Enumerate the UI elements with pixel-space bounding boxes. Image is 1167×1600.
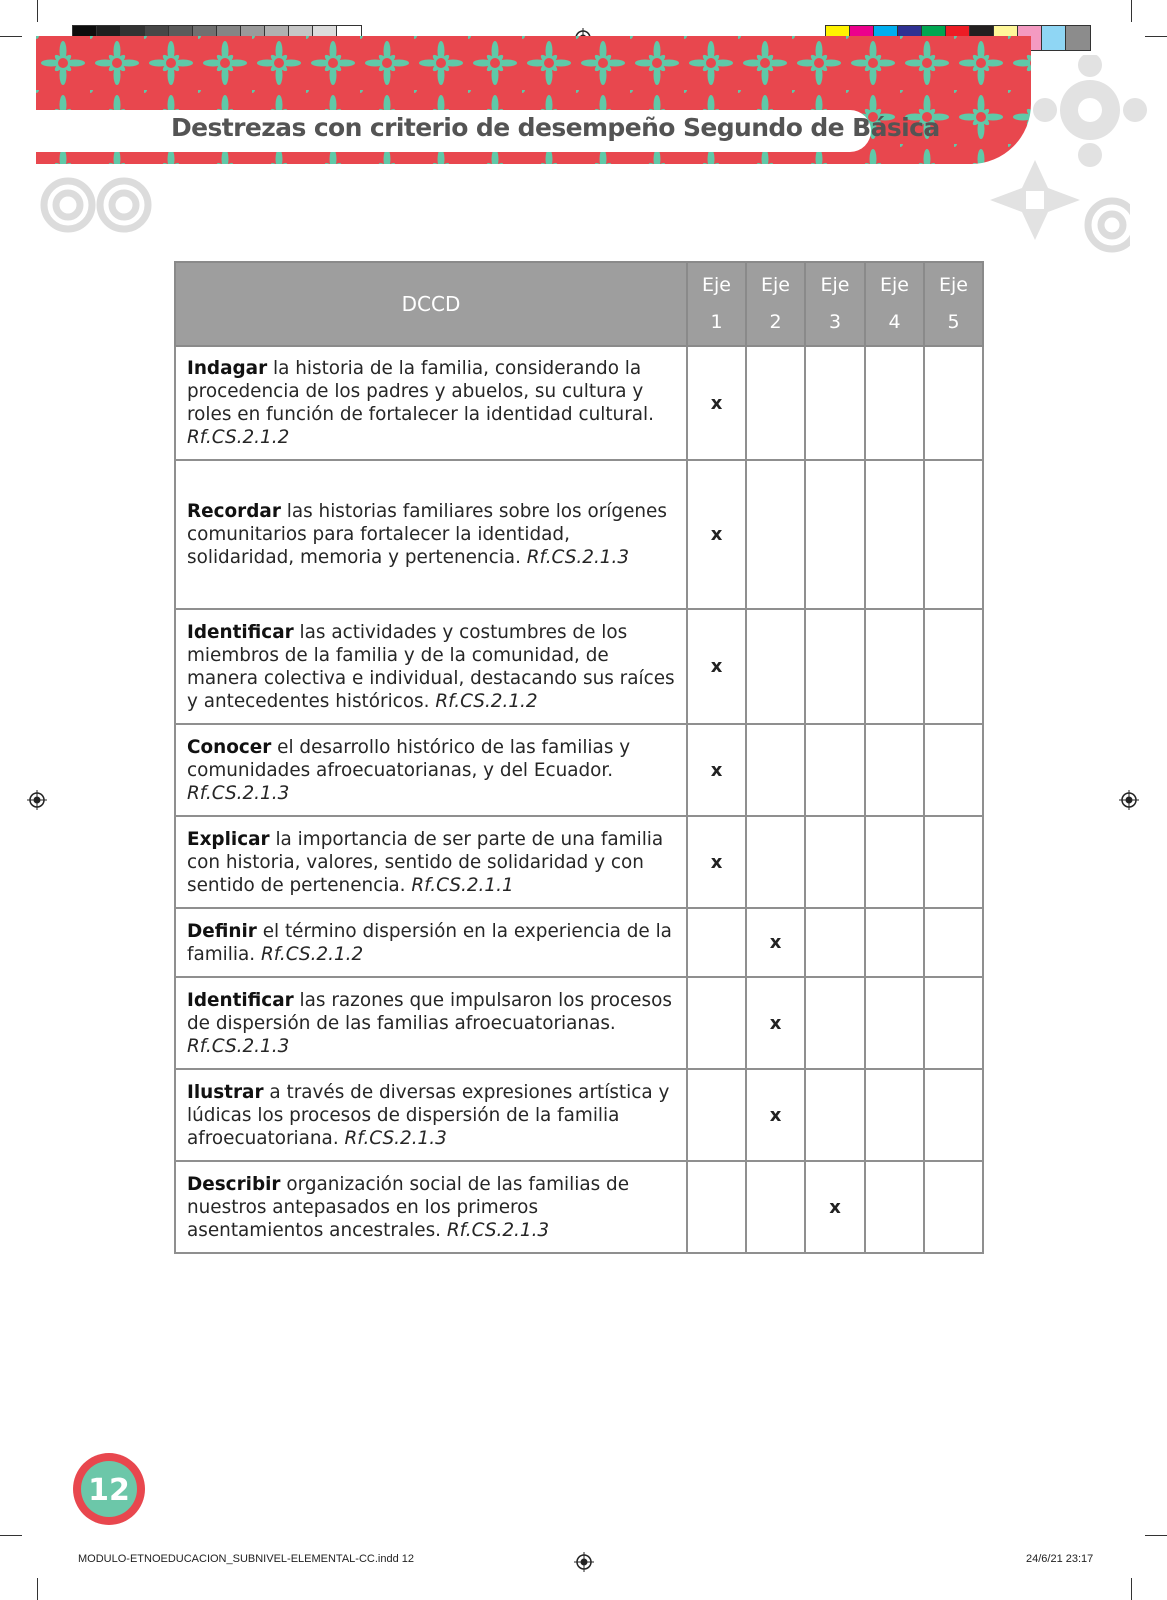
crop-mark [37, 0, 38, 22]
skill-reference: Rf.CS.2.1.3 [344, 1127, 447, 1149]
skill-verb: Identificar [187, 621, 294, 643]
axis-cell-3 [805, 1161, 865, 1253]
skill-reference: Rf.CS.2.1.3 [187, 782, 290, 804]
axis-header-number: 4 [888, 311, 901, 333]
table-row [175, 1161, 983, 1253]
axis-cell-5 [924, 460, 983, 609]
table-row [175, 724, 983, 816]
skill-text: la historia de la familia, considerando la procedencia de los padres y abuelos, su cultura y roles en función de fortalecer la identidad cultural. [187, 358, 654, 425]
axis-cell-3 [805, 609, 865, 724]
skill-description [175, 724, 687, 816]
skill-text: las razones que impulsaron los procesos de dispersión de las familias afroecuatorianas. [187, 989, 672, 1034]
axis-cell-2 [746, 1069, 805, 1161]
sun-ornament-icon [1030, 55, 1165, 175]
skill-reference: Rf.CS.2.1.3 [526, 547, 630, 568]
axis-cell-4 [865, 460, 924, 609]
skill-reference: Rf.CS.2.1.3 [446, 1219, 550, 1241]
page-title: Destrezas con criterio de desempeño Segundo de Básica [171, 113, 940, 142]
axis-mark: x [710, 851, 723, 873]
axis-cell-1 [687, 816, 746, 908]
color-swatch [1042, 26, 1066, 50]
registration-mark-icon [574, 1552, 594, 1572]
table-row [175, 977, 983, 1069]
crop-mark [37, 1578, 38, 1600]
axis-cell-2 [746, 977, 805, 1069]
skill-description [175, 977, 687, 1069]
axis-cell-5 [924, 908, 983, 977]
axis-cell-2 [746, 1161, 805, 1253]
skill-text: organización social de las familias de nuestros antepasados en los primeros asentamientos ancestrales. [187, 1173, 630, 1241]
skill-description [175, 1161, 687, 1253]
axis-cell-5 [924, 1161, 983, 1253]
axis-cell-1 [687, 346, 746, 460]
skill-text: a través de diversas expresiones artística y lúdicas los procesos de dispersión de la familia afroecuatoriana. [187, 1081, 670, 1149]
axis-header-1 [687, 262, 746, 346]
axis-header-3 [805, 262, 865, 346]
skill-description [175, 908, 687, 977]
axis-cell-5 [924, 346, 983, 460]
dccd-table [174, 261, 984, 1254]
axis-mark: x [710, 656, 723, 677]
skill-verb: Definir [187, 920, 257, 942]
table-row [175, 460, 983, 609]
axis-cell-2 [746, 460, 805, 609]
table-row [175, 609, 983, 724]
footer-filename: MODULO-ETNOEDUCACION_SUBNIVEL-ELEMENTAL-CC.indd 12 [78, 1553, 414, 1565]
crop-mark [1131, 1578, 1132, 1600]
spiral-ornament-icon [36, 160, 156, 255]
crop-mark [0, 1535, 22, 1536]
axis-header-word: Eje [761, 274, 790, 296]
axis-header-number: 3 [828, 311, 842, 333]
table-row [175, 1069, 983, 1161]
spiral-ornament-icon [1070, 170, 1130, 280]
crop-mark [1145, 1535, 1167, 1536]
axis-header-2 [746, 262, 805, 346]
axis-header-word: Eje [880, 274, 909, 296]
axis-cell-1 [687, 908, 746, 977]
axis-header-number: 5 [947, 311, 960, 333]
crop-mark [0, 36, 22, 37]
crop-mark [1145, 36, 1167, 37]
skill-description [175, 609, 687, 724]
axis-cell-1 [687, 460, 746, 609]
skill-description [175, 1069, 687, 1161]
table-header-row [175, 262, 983, 346]
skill-verb: Recordar [187, 501, 281, 522]
axis-cell-2 [746, 609, 805, 724]
axis-cell-4 [865, 816, 924, 908]
axis-mark: x [829, 1196, 841, 1218]
axis-header-word: Eje [702, 274, 731, 296]
skill-verb: Explicar [187, 828, 270, 850]
axis-mark: x [710, 392, 723, 414]
axis-cell-2 [746, 816, 805, 908]
axis-cell-4 [865, 908, 924, 977]
axis-cell-4 [865, 346, 924, 460]
axis-header-word: Eje [939, 274, 968, 296]
skill-reference: Rf.CS.2.1.2 [260, 943, 364, 965]
axis-cell-4 [865, 1161, 924, 1253]
axis-mark: x [710, 759, 723, 781]
skill-verb: Indagar [187, 358, 268, 379]
axis-header-number: 1 [710, 311, 723, 333]
skill-text: el desarrollo histórico de las familias y comunidades afroecuatorianas, y del Ecuador. [187, 736, 631, 781]
axis-cell-3 [805, 908, 865, 977]
skill-verb: Identificar [187, 989, 294, 1011]
axis-header-number: 2 [769, 311, 782, 333]
skill-text: las actividades y costumbres de los miembros de la familia y de la comunidad, de manera colectiva e individual, destacando sus raíces y antecedentes históricos. [187, 621, 675, 712]
axis-mark: x [769, 1104, 782, 1126]
axis-cell-5 [924, 977, 983, 1069]
axis-cell-5 [924, 724, 983, 816]
axis-mark: x [769, 932, 782, 953]
axis-cell-3 [805, 460, 865, 609]
skill-reference: Rf.CS.2.1.2 [187, 427, 290, 448]
page-number-badge [70, 1450, 148, 1528]
registration-mark-icon [1119, 790, 1139, 810]
color-swatch [1066, 26, 1090, 50]
axis-cell-2 [746, 346, 805, 460]
axis-cell-5 [924, 816, 983, 908]
dccd-header: DCCD [175, 262, 687, 346]
skill-text: el término dispersión en la experiencia de la familia. [187, 920, 672, 965]
axis-cell-3 [805, 724, 865, 816]
registration-mark-icon [27, 790, 47, 810]
axis-mark: x [710, 524, 723, 545]
axis-cell-1 [687, 977, 746, 1069]
axis-cell-3 [805, 346, 865, 460]
axis-cell-3 [805, 977, 865, 1069]
skill-reference: Rf.CS.2.1.2 [435, 690, 538, 712]
skill-verb: Describir [187, 1173, 281, 1195]
skill-text: las historias familiares sobre los orígenes comunitarios para fortalecer la identidad, solidaridad, memoria y pertenencia. [187, 501, 667, 568]
axis-cell-5 [924, 609, 983, 724]
axis-cell-4 [865, 1069, 924, 1161]
axis-cell-4 [865, 977, 924, 1069]
footer-timestamp: 24/6/21 23:17 [1026, 1553, 1094, 1565]
table-row [175, 346, 983, 460]
axis-cell-3 [805, 1069, 865, 1161]
skill-description [175, 816, 687, 908]
axis-cell-1 [687, 1069, 746, 1161]
axis-header-4 [865, 262, 924, 346]
skill-text: la importancia de ser parte de una familia con historia, valores, sentido de solidaridad y con sentido de pertenencia. [187, 828, 664, 896]
axis-cell-2 [746, 724, 805, 816]
skill-description [175, 346, 687, 460]
axis-cell-1 [687, 724, 746, 816]
axis-header-word: Eje [820, 274, 850, 296]
axis-cell-1 [687, 1161, 746, 1253]
axis-cell-4 [865, 609, 924, 724]
crop-mark [1131, 0, 1132, 22]
axis-cell-2 [746, 908, 805, 977]
table-row [175, 816, 983, 908]
skill-reference: Rf.CS.2.1.1 [411, 874, 514, 896]
skill-verb: Conocer [187, 736, 272, 758]
skill-verb: Ilustrar [187, 1081, 264, 1103]
table-row [175, 908, 983, 977]
axis-cell-1 [687, 609, 746, 724]
page-number: 12 [88, 1473, 130, 1508]
axis-cell-3 [805, 816, 865, 908]
axis-mark: x [769, 1012, 782, 1034]
axis-cell-4 [865, 724, 924, 816]
axis-cell-5 [924, 1069, 983, 1161]
axis-header-5 [924, 262, 983, 346]
skill-reference: Rf.CS.2.1.3 [187, 1035, 290, 1057]
skill-description [175, 460, 687, 609]
star-ornament-icon [990, 160, 1080, 240]
